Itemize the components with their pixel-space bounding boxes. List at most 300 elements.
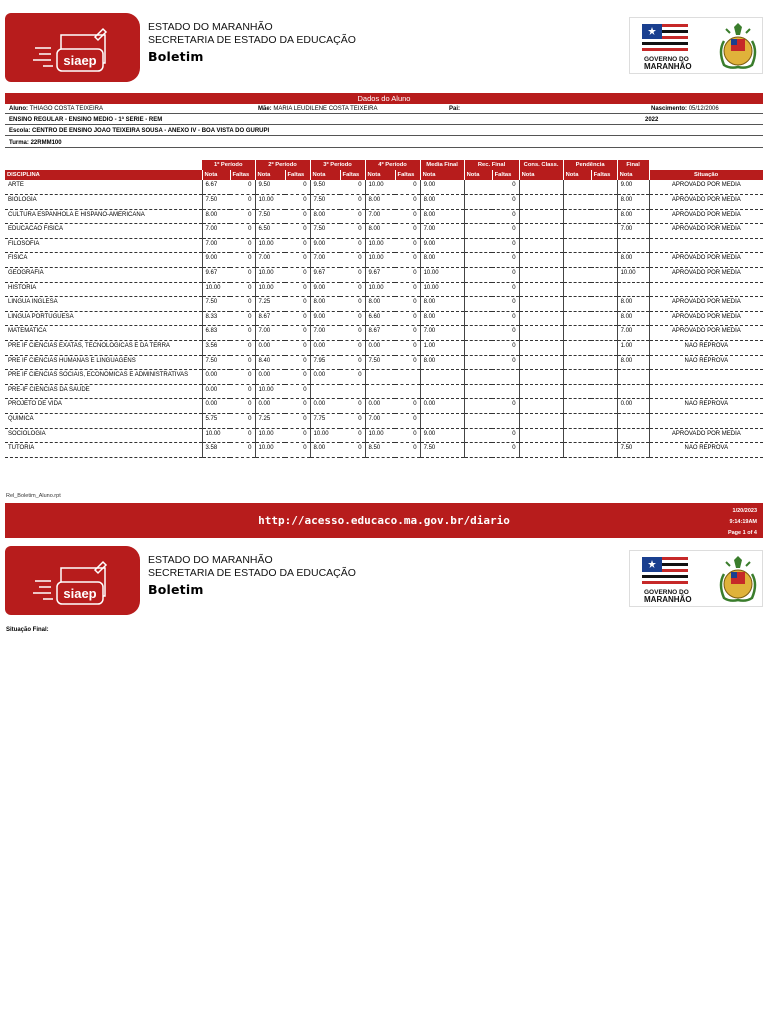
grade-cell: 0 <box>340 238 365 253</box>
grade-cell: 0.00 <box>365 399 395 414</box>
grade-cell: 9.00 <box>310 311 340 326</box>
subject-name: PRE IF CIENCIAS HUMANAS E LINGUAGENS <box>5 355 202 370</box>
grade-cell <box>492 414 519 429</box>
table-row <box>5 209 763 224</box>
grade-cell <box>519 414 563 429</box>
grade-cell <box>519 195 563 210</box>
table-row <box>5 414 763 429</box>
grade-cell: 0 <box>340 414 365 429</box>
footer-meta <box>728 506 757 539</box>
table-row <box>5 399 763 414</box>
status-cell: NAO REPROVA <box>649 443 763 458</box>
grade-cell: 0 <box>395 355 420 370</box>
grade-cell: 0 <box>230 399 255 414</box>
grade-cell: 0.00 <box>255 370 285 385</box>
header-text <box>148 21 356 64</box>
status-cell: NAO REPROVA <box>649 399 763 414</box>
grade-cell: 0 <box>285 414 310 429</box>
grade-cell <box>563 326 591 341</box>
grades-body <box>5 180 763 457</box>
grade-cell: 0.00 <box>310 399 340 414</box>
grade-cell <box>563 180 591 195</box>
grade-cell: 0 <box>492 326 519 341</box>
grade-cell: 0 <box>340 399 365 414</box>
grade-cell: 0 <box>230 384 255 399</box>
status-cell: APROVADO POR MEDIA <box>649 224 763 239</box>
grade-cell: 0 <box>395 311 420 326</box>
grade-cell: 8.00 <box>617 209 649 224</box>
grade-cell: 0 <box>230 253 255 268</box>
grade-cell <box>591 326 617 341</box>
grade-cell <box>591 384 617 399</box>
grade-cell: 0 <box>230 282 255 297</box>
grade-cell <box>464 414 492 429</box>
grade-cell: 0 <box>492 253 519 268</box>
grade-cell: 10.00 <box>420 282 464 297</box>
grade-cell <box>464 370 492 385</box>
subject-name: LINGUA INGLESA <box>5 297 202 312</box>
maranhao-flag-icon <box>642 557 688 587</box>
grade-cell: 0 <box>285 443 310 458</box>
grade-cell: 0 <box>395 399 420 414</box>
grade-cell <box>563 428 591 443</box>
grade-cell <box>464 180 492 195</box>
grade-cell: 0 <box>230 414 255 429</box>
grade-cell: 0 <box>395 414 420 429</box>
grade-cell: 0 <box>395 326 420 341</box>
grade-cell: 0 <box>285 297 310 312</box>
grade-cell <box>464 195 492 210</box>
grade-cell: 10.00 <box>617 268 649 283</box>
grade-cell: 7.00 <box>365 209 395 224</box>
grade-cell <box>464 282 492 297</box>
school-name: CENTRO DE ENSINO JOAO TEIXEIRA SOUSA - ANEXO IV - BOA VISTA DO GURUPI <box>32 128 270 134</box>
status-cell: APROVADO POR MEDIA <box>649 311 763 326</box>
status-cell: APROVADO POR MEDIA <box>649 195 763 210</box>
grade-cell <box>563 384 591 399</box>
maranhao-flag-icon <box>642 24 688 54</box>
grade-cell: 7.50 <box>310 224 340 239</box>
grade-cell: 0 <box>492 180 519 195</box>
birth-date: 05/12/2006 <box>688 106 719 112</box>
grade-cell: 0 <box>285 282 310 297</box>
grade-cell <box>420 414 464 429</box>
grade-cell <box>591 355 617 370</box>
grade-cell <box>519 282 563 297</box>
grade-cell: 0 <box>492 209 519 224</box>
grade-cell: 0 <box>285 209 310 224</box>
grade-cell: 10.00 <box>365 428 395 443</box>
grade-cell <box>563 224 591 239</box>
grade-cell: 0 <box>395 209 420 224</box>
grade-cell: 0 <box>230 268 255 283</box>
grade-cell: 0 <box>285 370 310 385</box>
grade-cell <box>563 297 591 312</box>
subject-name: LINGUA PORTUGUESA <box>5 311 202 326</box>
grade-cell: 0 <box>492 311 519 326</box>
grade-cell: 0 <box>492 195 519 210</box>
grade-cell: 0 <box>285 253 310 268</box>
course-name: ENSINO REGULAR - ENSINO MEDIO - 1ª SERIE - REM <box>9 117 163 123</box>
grade-cell: 0 <box>230 311 255 326</box>
grade-cell <box>591 341 617 356</box>
grade-cell <box>563 195 591 210</box>
page-title: Boletim <box>148 49 204 64</box>
secretariat-name: SECRETARIA DE ESTADO DA EDUCAÇÃO <box>148 567 356 579</box>
group-header-media-final: Media Final <box>420 160 464 170</box>
grade-cell <box>519 355 563 370</box>
secretariat-name: SECRETARIA DE ESTADO DA EDUCAÇÃO <box>148 34 356 46</box>
grade-cell: 7.50 <box>617 443 649 458</box>
grade-cell <box>519 326 563 341</box>
government-logo <box>629 550 763 607</box>
grade-cell: 0 <box>395 268 420 283</box>
column-header: Nota <box>310 170 340 180</box>
grade-cell <box>591 414 617 429</box>
column-header: Situação <box>649 170 763 180</box>
table-row <box>5 443 763 458</box>
grade-cell <box>591 297 617 312</box>
grade-cell <box>464 399 492 414</box>
grade-cell: 7.00 <box>617 326 649 341</box>
grade-cell <box>464 209 492 224</box>
grade-cell: 0 <box>230 224 255 239</box>
grade-cell <box>519 224 563 239</box>
grade-cell: 7.50 <box>310 195 340 210</box>
status-cell: NAO REPROVA <box>649 341 763 356</box>
grade-cell: 0 <box>395 428 420 443</box>
grade-cell: 0 <box>492 443 519 458</box>
grade-cell: 0 <box>340 253 365 268</box>
status-cell <box>649 384 763 399</box>
grade-cell <box>492 384 519 399</box>
group-header-2: 2º Período <box>255 160 310 170</box>
grade-cell: 7.50 <box>202 195 230 210</box>
grade-cell <box>617 384 649 399</box>
grade-cell: 0 <box>230 326 255 341</box>
grade-cell <box>563 282 591 297</box>
grade-cell: 10.00 <box>255 384 285 399</box>
grade-cell <box>519 297 563 312</box>
grade-cell: 0 <box>395 224 420 239</box>
grade-cell <box>519 268 563 283</box>
grade-cell: 10.00 <box>255 282 285 297</box>
subject-name: SOCIOLOGIA <box>5 428 202 443</box>
column-header: DISCIPLINA <box>5 170 202 180</box>
grade-cell <box>519 311 563 326</box>
subject-name: PRE IF CIENCIAS EXATAS, TECNOLOGICAS E DA TERRA <box>5 341 202 356</box>
page-title: Boletim <box>148 582 204 597</box>
grade-cell: 0.00 <box>365 341 395 356</box>
print-date: 1/20/2023 <box>732 508 757 514</box>
grade-cell: 0 <box>395 195 420 210</box>
report-file-name: Rel_Boletim_Aluno.rpt <box>6 493 61 499</box>
grade-cell: 8.00 <box>617 253 649 268</box>
grade-cell: 0 <box>340 341 365 356</box>
grade-cell: 10.00 <box>202 428 230 443</box>
status-cell <box>649 282 763 297</box>
grade-cell <box>563 253 591 268</box>
grade-cell <box>563 209 591 224</box>
table-row <box>5 180 763 195</box>
grade-cell <box>519 370 563 385</box>
grade-cell: 9.00 <box>420 238 464 253</box>
grade-cell: 0.00 <box>310 341 340 356</box>
grade-cell: 0 <box>492 428 519 443</box>
grade-cell <box>519 341 563 356</box>
grade-cell: 6.67 <box>202 180 230 195</box>
grade-cell <box>519 399 563 414</box>
grade-cell: 8.00 <box>617 311 649 326</box>
grade-cell <box>591 224 617 239</box>
grade-cell: 9.00 <box>420 180 464 195</box>
grade-cell: 9.50 <box>310 180 340 195</box>
grade-cell: 0 <box>230 297 255 312</box>
grade-cell: 0 <box>285 326 310 341</box>
grade-cell: 0 <box>285 384 310 399</box>
grade-cell: 0 <box>285 399 310 414</box>
status-cell: APROVADO POR MEDIA <box>649 326 763 341</box>
grade-cell: 8.67 <box>365 326 395 341</box>
grade-cell: 8.40 <box>255 355 285 370</box>
table-row <box>5 268 763 283</box>
grade-cell: 0 <box>230 370 255 385</box>
table-row <box>5 253 763 268</box>
grade-cell: 0.00 <box>202 384 230 399</box>
grade-cell <box>591 428 617 443</box>
grade-cell: 10.00 <box>365 238 395 253</box>
grade-cell: 7.75 <box>310 414 340 429</box>
grade-cell: 0.00 <box>202 399 230 414</box>
grade-cell: 8.50 <box>365 443 395 458</box>
grade-cell: 9.67 <box>365 268 395 283</box>
subject-name: GEOGRAFIA <box>5 268 202 283</box>
grade-cell: 8.67 <box>255 311 285 326</box>
government-label: GOVERNO DO MARANHÃO <box>644 589 692 604</box>
subject-name: CULTURA ESPANHOLA E HISPANO-AMERICANA <box>5 209 202 224</box>
grade-cell: 0 <box>285 268 310 283</box>
grade-cell: 0 <box>340 370 365 385</box>
grade-cell: 0.00 <box>255 399 285 414</box>
grade-cell <box>464 238 492 253</box>
grade-cell <box>617 428 649 443</box>
grade-cell: 8.00 <box>310 443 340 458</box>
grade-cell: 0 <box>395 282 420 297</box>
grade-cell: 0 <box>395 341 420 356</box>
grade-cell: 7.50 <box>202 355 230 370</box>
grade-cell <box>464 443 492 458</box>
final-status-label: Situação Final: <box>6 627 49 633</box>
grade-cell: 9.67 <box>310 268 340 283</box>
grade-cell <box>519 253 563 268</box>
grade-cell <box>563 355 591 370</box>
column-header: Faltas <box>395 170 420 180</box>
grade-cell <box>563 311 591 326</box>
grade-cell: 0 <box>492 282 519 297</box>
status-cell <box>649 414 763 429</box>
grade-cell: 10.00 <box>202 282 230 297</box>
grade-cell: 8.00 <box>420 311 464 326</box>
column-header: Faltas <box>591 170 617 180</box>
grade-cell: 8.00 <box>365 224 395 239</box>
table-row <box>5 384 763 399</box>
grade-cell <box>519 384 563 399</box>
column-header: Faltas <box>340 170 365 180</box>
group-header-rec-final: Rec. Final <box>464 160 519 170</box>
grade-cell: 3.58 <box>202 443 230 458</box>
grade-cell <box>464 224 492 239</box>
grade-cell: 0 <box>230 341 255 356</box>
grade-cell <box>591 370 617 385</box>
grade-cell <box>464 341 492 356</box>
grade-cell <box>591 399 617 414</box>
page-number: Page 1 of 4 <box>727 530 757 536</box>
grade-cell: 0 <box>395 253 420 268</box>
grade-cell <box>617 370 649 385</box>
subject-name: PRE IF CIENCIAS SOCIAIS, ECONOMICAS E ADMINISTRATIVAS <box>5 370 202 385</box>
column-header: Nota <box>255 170 285 180</box>
grade-cell: 9.00 <box>617 180 649 195</box>
grade-cell: 9.67 <box>202 268 230 283</box>
grade-cell <box>591 238 617 253</box>
grades-table <box>5 160 764 458</box>
grade-cell: 7.25 <box>255 414 285 429</box>
grade-cell: 10.00 <box>365 282 395 297</box>
grade-cell <box>464 253 492 268</box>
grade-cell: 0 <box>230 428 255 443</box>
grade-cell: 10.00 <box>310 428 340 443</box>
footer-url-link[interactable]: http://acesso.educaco.ma.gov.br/diario <box>258 514 510 527</box>
grade-cell: 1.00 <box>617 341 649 356</box>
column-header: Faltas <box>492 170 519 180</box>
grade-cell: 0 <box>340 326 365 341</box>
grade-cell: 0 <box>492 224 519 239</box>
grade-cell: 10.00 <box>420 268 464 283</box>
grade-cell: 0.00 <box>420 399 464 414</box>
grade-cell <box>464 384 492 399</box>
grade-cell <box>563 370 591 385</box>
grade-cell: 0 <box>230 355 255 370</box>
state-crest-icon <box>714 554 762 604</box>
status-cell: NAO REPROVA <box>649 355 763 370</box>
grade-cell: 0 <box>492 268 519 283</box>
grade-cell <box>591 311 617 326</box>
grade-cell <box>617 414 649 429</box>
section-title-dados-aluno: Dados do Aluno <box>5 93 763 104</box>
status-cell: APROVADO POR MEDIA <box>649 253 763 268</box>
subject-name: PROJETO DE VIDA <box>5 399 202 414</box>
class-code: 22RMM100 <box>30 140 62 146</box>
grade-cell <box>420 384 464 399</box>
grade-cell: 9.00 <box>420 428 464 443</box>
footer-bar <box>5 503 763 538</box>
grade-cell: 10.00 <box>255 268 285 283</box>
grade-cell: 9.00 <box>310 238 340 253</box>
grade-cell: 0 <box>230 195 255 210</box>
grade-cell: 0 <box>395 238 420 253</box>
grade-cell <box>365 370 395 385</box>
table-row <box>5 370 763 385</box>
table-row <box>5 195 763 210</box>
table-row <box>5 238 763 253</box>
grade-cell: 9.00 <box>202 253 230 268</box>
grade-cell: 8.00 <box>420 253 464 268</box>
grade-cell: 0 <box>492 238 519 253</box>
state-crest-icon <box>714 21 762 71</box>
grade-cell <box>340 384 365 399</box>
grade-cell: 7.50 <box>420 443 464 458</box>
grade-cell: 0 <box>340 209 365 224</box>
grade-cell: 5.75 <box>202 414 230 429</box>
grade-cell: 0.00 <box>255 341 285 356</box>
grade-cell <box>563 341 591 356</box>
grade-cell <box>519 209 563 224</box>
grade-cell: 7.00 <box>255 253 285 268</box>
grade-cell <box>310 384 340 399</box>
group-header-3: 3º Período <box>310 160 365 170</box>
status-cell: APROVADO POR MEDIA <box>649 180 763 195</box>
table-row <box>5 224 763 239</box>
grade-cell: 8.00 <box>202 209 230 224</box>
grade-cell: 7.25 <box>255 297 285 312</box>
grade-cell <box>420 370 464 385</box>
grade-cell: 7.00 <box>202 224 230 239</box>
status-cell <box>649 370 763 385</box>
header-text <box>148 554 356 597</box>
grade-cell: 1.00 <box>420 341 464 356</box>
grade-cell <box>591 268 617 283</box>
school-info-row: Escola: CENTRO DE ENSINO JOAO TEIXEIRA SOUSA - ANEXO IV - BOA VISTA DO GURUPI <box>5 126 763 136</box>
grade-cell <box>464 355 492 370</box>
grade-cell <box>591 443 617 458</box>
grade-cell <box>591 180 617 195</box>
column-header: Nota <box>365 170 395 180</box>
print-time: 9:14:19AM <box>729 519 757 525</box>
grade-cell: 7.50 <box>202 297 230 312</box>
grade-cell <box>563 443 591 458</box>
grade-cell: 0 <box>285 428 310 443</box>
grade-cell: 0 <box>492 297 519 312</box>
subject-name: MATEMATICA <box>5 326 202 341</box>
group-header-pendencia: Pendência <box>563 160 617 170</box>
grade-cell: 9.50 <box>255 180 285 195</box>
grade-cell: 8.00 <box>365 297 395 312</box>
siaep-logo-icon <box>5 13 140 82</box>
grade-cell: 10.00 <box>365 180 395 195</box>
column-header: Nota <box>202 170 230 180</box>
column-header: Nota <box>563 170 591 180</box>
grade-cell <box>464 428 492 443</box>
subject-name: EDUCACAO FISICA <box>5 224 202 239</box>
grade-cell: 7.00 <box>310 253 340 268</box>
grade-cell <box>519 443 563 458</box>
group-header-4: 4º Período <box>365 160 420 170</box>
grade-cell: 9.00 <box>310 282 340 297</box>
grade-cell: 8.00 <box>617 297 649 312</box>
grade-cell: 10.00 <box>255 428 285 443</box>
grade-cell <box>591 253 617 268</box>
grade-cell: 7.00 <box>420 224 464 239</box>
column-header: Faltas <box>230 170 255 180</box>
subject-name: TUTORIA <box>5 443 202 458</box>
grade-cell: 0 <box>340 180 365 195</box>
grade-cell: 8.00 <box>420 297 464 312</box>
grade-cell: 8.00 <box>420 195 464 210</box>
status-cell: APROVADO POR MEDIA <box>649 297 763 312</box>
grade-cell: 3.56 <box>202 341 230 356</box>
grade-cell: 7.00 <box>420 326 464 341</box>
grade-cell: 8.00 <box>420 355 464 370</box>
